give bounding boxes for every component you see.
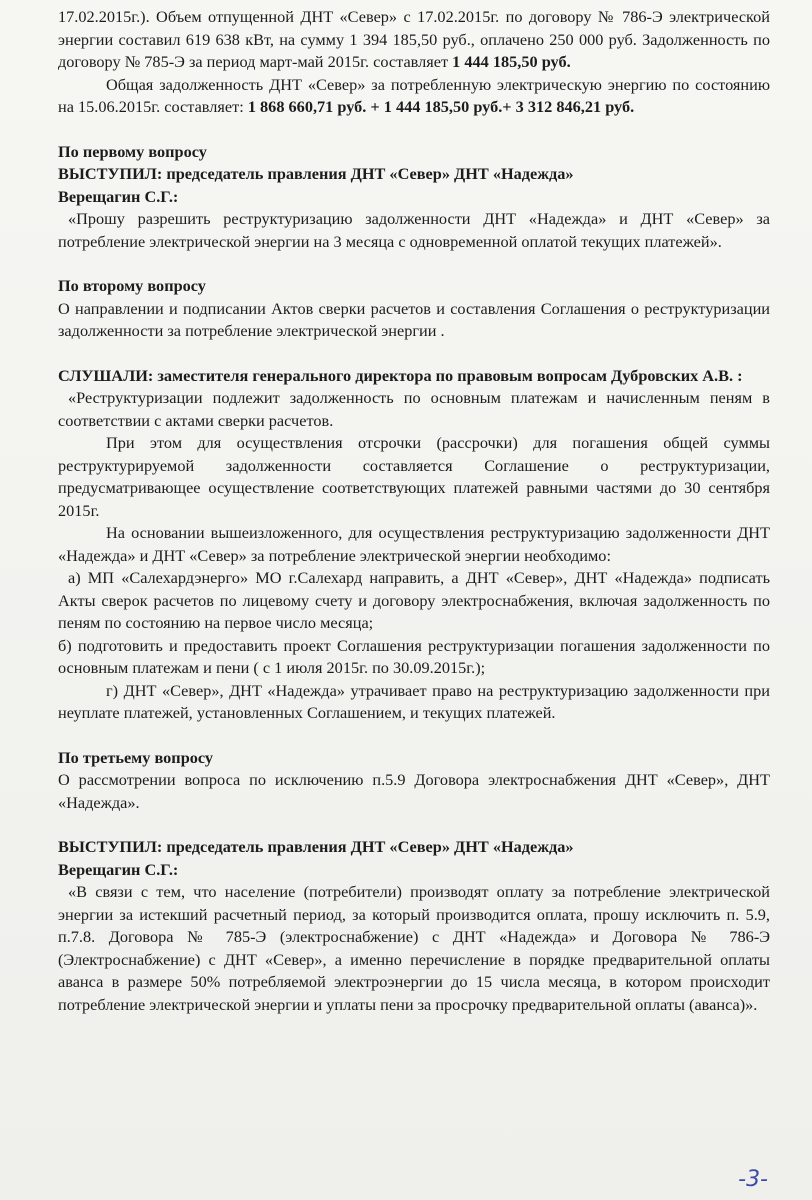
- heard-heading: СЛУШАЛИ: заместителя генерального директора по правовым вопросам Дубровских А.В. :: [58, 365, 743, 385]
- heard-paragraph-3: На основании вышеизложенного, для осуществления реструктуризацию задолженности ДНТ «Надежда» и ДНТ «Север» за потребление электрической энергии необходимо:: [58, 523, 770, 565]
- question-3-text: О рассмотрении вопроса по исключению п.5.9 Договора электроснабжения ДНТ «Север», ДНТ «Надежда».: [58, 770, 770, 812]
- heard-paragraph-2: При этом для осуществления отсрочки (рассрочки) для погашения общей суммы реструктурируемой задолженности составляется Соглашение о реструктуризации, предусматривающее осуществление соответствующих платежей равными частями до 30 сентября 2015г.: [58, 433, 770, 520]
- heard-item-b: б) подготовить и предоставить проект Соглашения реструктуризации погашения задолженности по основным платежам и пени ( с 1 июля 2015г. по 30.09.2015г.);: [58, 635, 770, 677]
- question-3-speaker-name: Верещагин С.Г.:: [58, 859, 179, 879]
- question-3-speaker: ВЫСТУПИЛ: председатель правления ДНТ «Север» ДНТ «Надежда»: [58, 837, 574, 856]
- question-1-title: По первому вопросу: [58, 141, 207, 161]
- page-number: -3-: [738, 1167, 768, 1192]
- question-3-speech: «В связи с тем, что население (потребители) производят оплату за потребление электрической энергии за истекший расчетный период, за который производится оплата, прошу исключить п. 5.9, п.7.8. Договора № 785-Э (электроснабжение) с ДНТ «Надежда» и Договора № 786-Э (Электроснабжение) с ДНТ «Север», а именно перечисление в порядке предварительной оплаты аванса в размере 50% потребляемой электроэнергии до 15 числа месяца, в котором происходит потребление электрической энергии и уплаты пени за просрочку предварительной оплаты (аванса)».: [58, 882, 770, 1014]
- question-1-text: «Прошу разрешить реструктуризацию задолженности ДНТ «Надежда» и ДНТ «Север» за потребление электрической энергии на 3 месяца с одновременной оплатой текущих платежей».: [58, 209, 770, 251]
- question-2-title: По второму вопросу: [58, 276, 206, 295]
- heard-paragraph-1: «Реструктуризации подлежит задолженность по основным платежам и начисленным пеням в соответствии с актами сверки расчетов.: [58, 388, 770, 430]
- question-1-speaker-name: Верещагин С.Г.:: [58, 186, 179, 206]
- document-body: [58, 6, 770, 1016]
- debt-amount: 1 444 185,50 руб.: [452, 52, 571, 71]
- question-2-text: О направлении и подписании Актов сверки расчетов и составления Соглашения о реструктуризации задолженности за потребление электрической энергии .: [58, 298, 770, 340]
- heard-item-g: г) ДНТ «Север», ДНТ «Надежда» утрачивает право на реструктуризацию задолженности при неуплате платежей, установленных Соглашением, и текущих платежей.: [58, 680, 770, 722]
- paragraph-total-debt: Общая задолженность ДНТ «Север» за потребленную электрическую энергию по состоянию на 15.06.2015г. составляет: 1 868 660,71 руб. + 1 444 185,50 руб.+ 3 312 846,21 руб.: [58, 74, 770, 116]
- total-debt-amount: 1 868 660,71 руб. + 1 444 185,50 руб.+ 3 312 846,21 руб.: [247, 97, 635, 116]
- question-1-speaker: ВЫСТУПИЛ: председатель правления ДНТ «Север» ДНТ «Надежда»: [58, 164, 574, 183]
- paragraph-debt-sever: 17.02.2015г.). Объем отпущенной ДНТ «Север» с 17.02.2015г. по договору № 786-Э электрической энергии составил 619 638 кВт, на сумму 1 394 185,50 руб., оплачено 250 000 руб. Задолженность по договору № 785-Э за период март-май 2015г. составляет 1 444 185,50 руб.: [58, 7, 770, 71]
- heard-item-a: а) МП «Салехардэнерго» МО г.Салехард направить, а ДНТ «Север», ДНТ «Надежда» подписать Акты сверок расчетов по лицевому счету и договору электроснабжения, включая задолженность по пеням по состоянию на первое число месяца;: [58, 568, 770, 632]
- question-3-title: По третьему вопросу: [58, 747, 214, 767]
